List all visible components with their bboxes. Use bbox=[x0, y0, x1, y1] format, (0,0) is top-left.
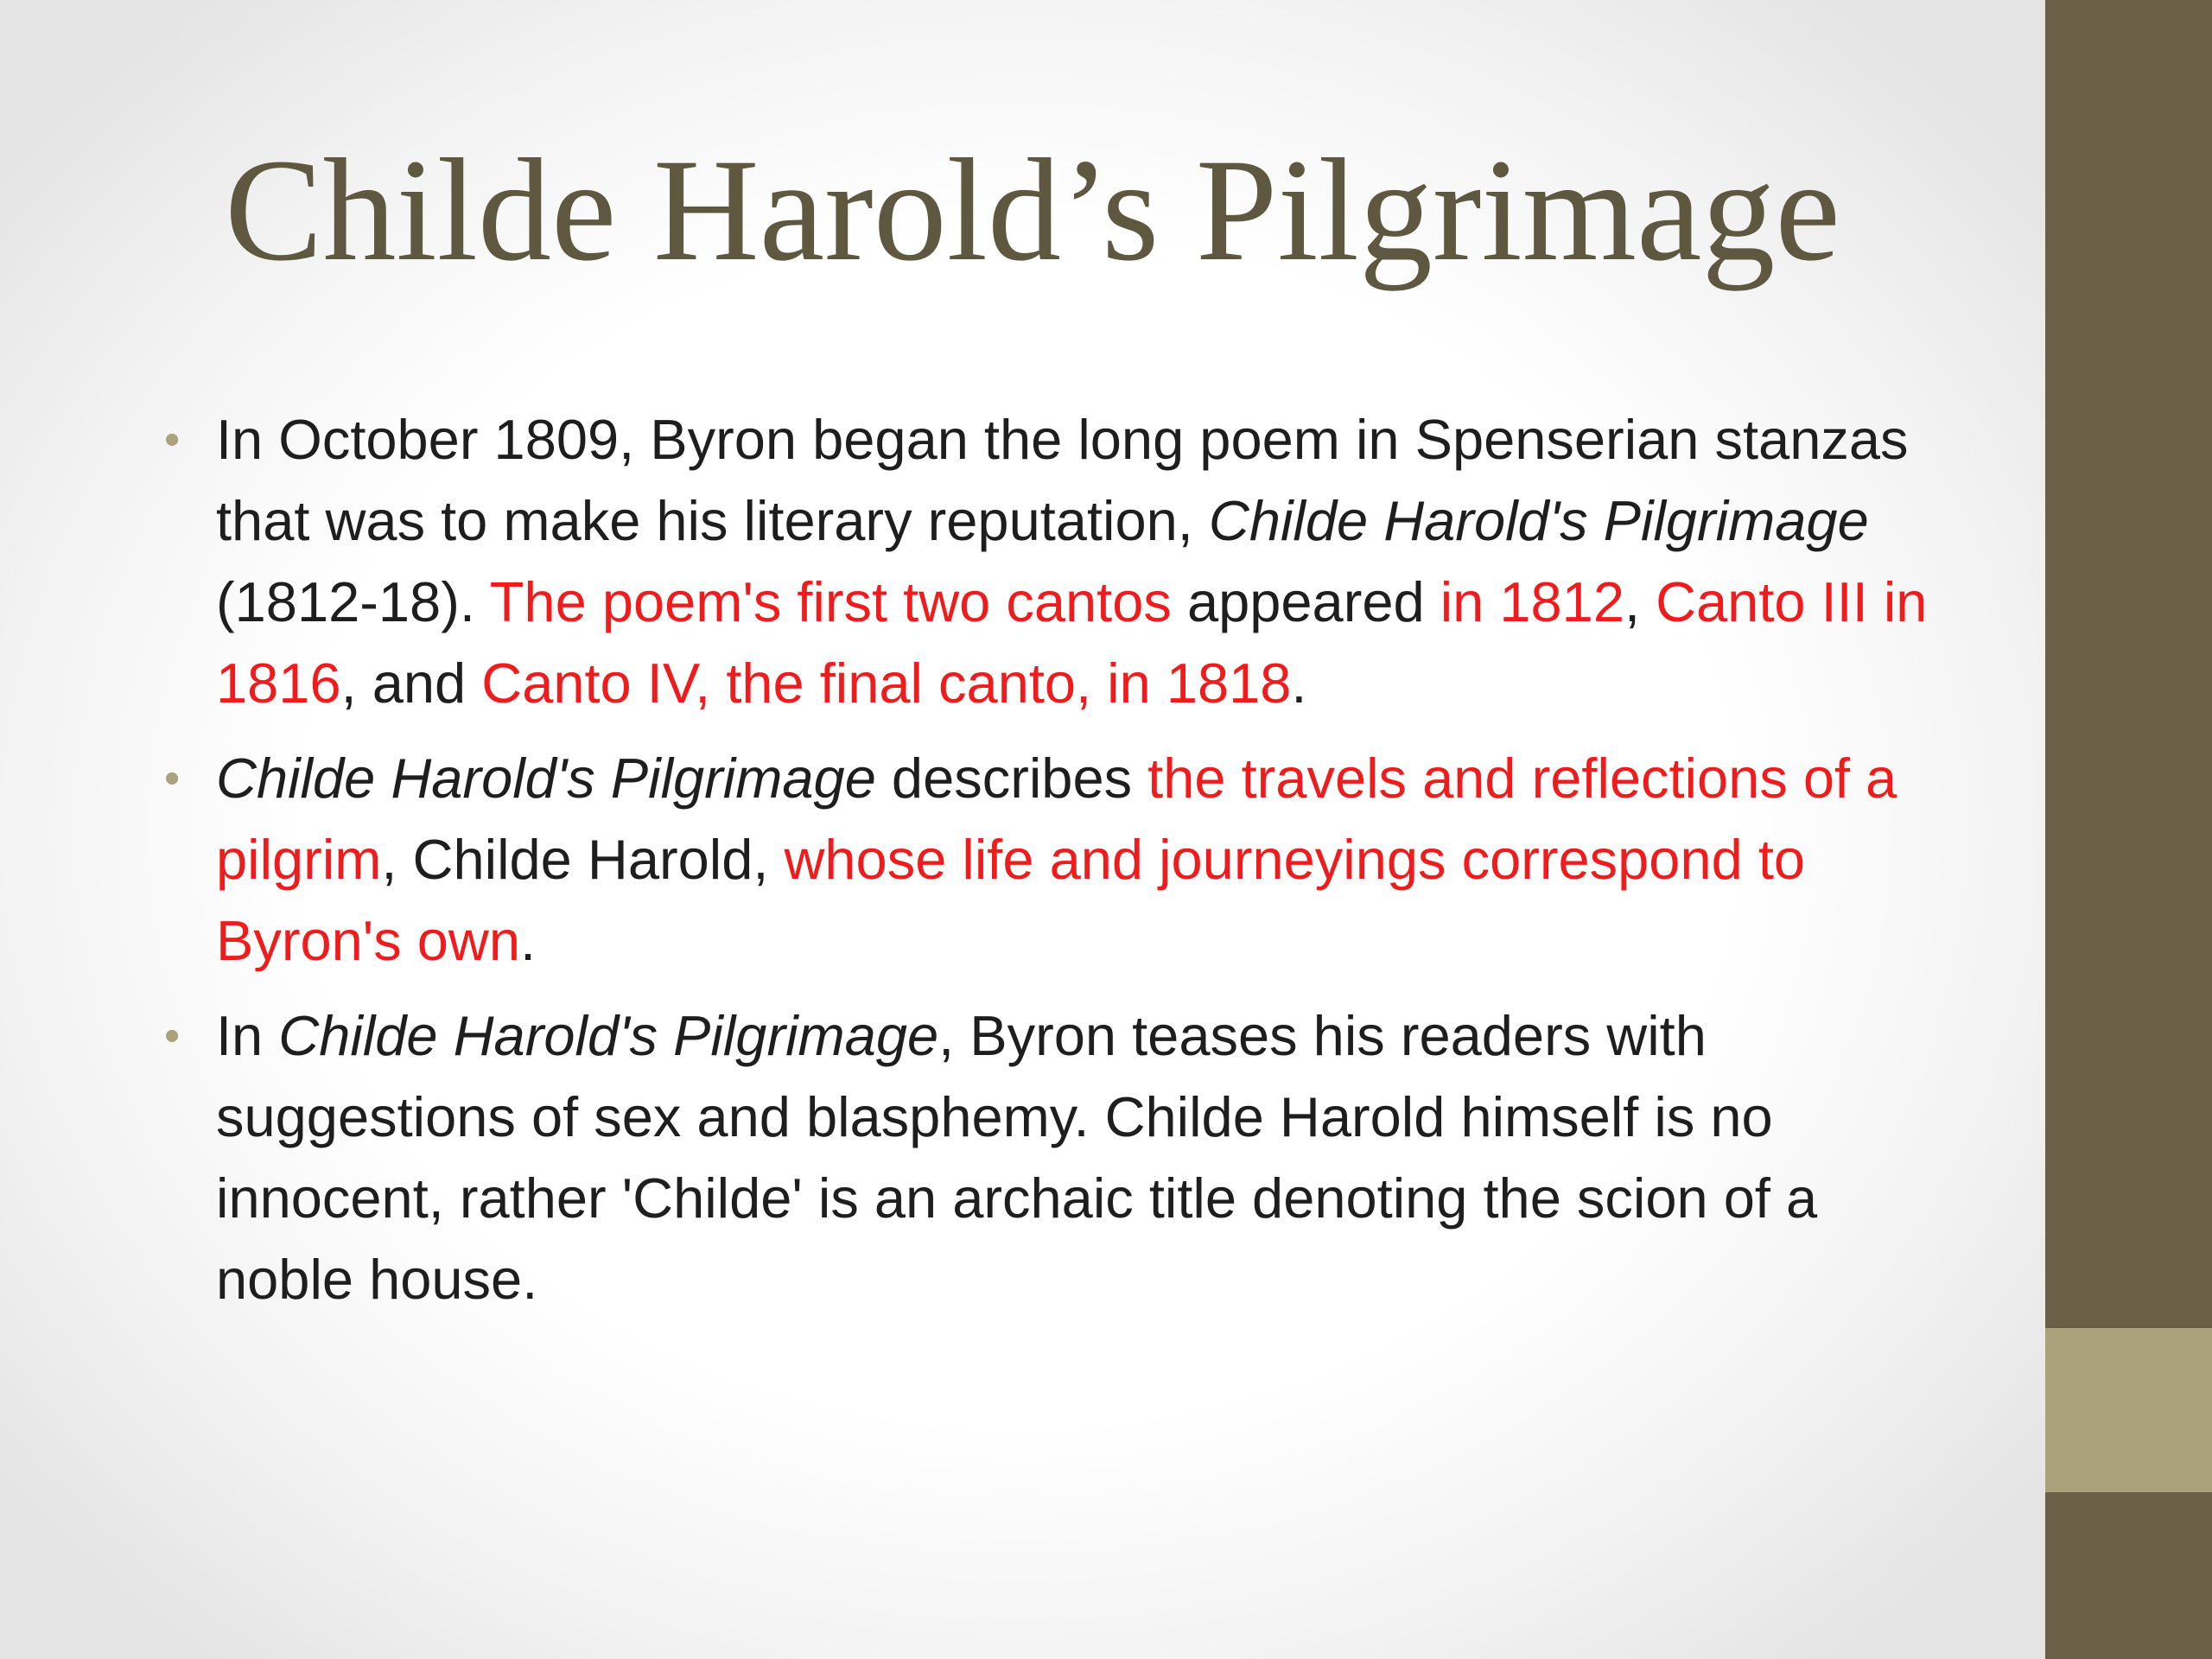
bullet-item bbox=[164, 995, 1944, 1320]
highlighted-text: the travels and reflections of a pilgrim bbox=[216, 747, 1897, 891]
bullet-item bbox=[164, 399, 1944, 724]
side-bar-accent bbox=[2045, 1328, 2212, 1492]
bullet-text: , and bbox=[340, 652, 482, 715]
bullet-text: In bbox=[216, 1004, 279, 1067]
bullet-text: In October 1809, Byron began the long poem in Spenserian stanzas that was to make his literary reputation, bbox=[216, 408, 1909, 552]
bullet-marker: • bbox=[164, 415, 181, 465]
bullet-list bbox=[164, 399, 1944, 1334]
bullet-text: describes bbox=[875, 747, 1148, 810]
italic-title-text: Childe Harold's Pilgrimage bbox=[216, 747, 876, 810]
highlighted-text: whose life and journeyings correspond to Byron's own bbox=[216, 828, 1806, 972]
bullet-text: , bbox=[1624, 570, 1656, 633]
slide-title: Childe Harold’s Pilgrimage bbox=[225, 129, 1840, 291]
bullet-text: , Childe Harold, bbox=[381, 828, 785, 891]
highlighted-text: The poem's first two cantos bbox=[489, 570, 1172, 633]
bullet-item bbox=[164, 738, 1944, 982]
highlighted-text: in 1812 bbox=[1440, 570, 1624, 633]
highlighted-text: Canto III in 1816 bbox=[216, 570, 1928, 715]
italic-title-text: Childe Harold's Pilgrimage bbox=[278, 1004, 939, 1067]
bullet-text: . bbox=[1291, 652, 1307, 715]
bullet-marker: • bbox=[164, 753, 181, 804]
bullet-text: . bbox=[520, 909, 537, 972]
bullet-text: (1812-18). bbox=[216, 570, 490, 633]
bullet-marker: • bbox=[164, 1011, 181, 1061]
italic-title-text: Childe Harold's Pilgrimage bbox=[1208, 489, 1869, 552]
highlighted-text: Canto IV, the final canto, in 1818 bbox=[481, 652, 1292, 715]
bullet-text: appeared bbox=[1171, 570, 1440, 633]
bullet-text: , Byron teases his readers with suggestions of sex and blasphemy. Childe Harold himself is no innocent, rather 'Childe' is an archaic title denoting the scion of a noble house. bbox=[216, 1004, 1818, 1311]
